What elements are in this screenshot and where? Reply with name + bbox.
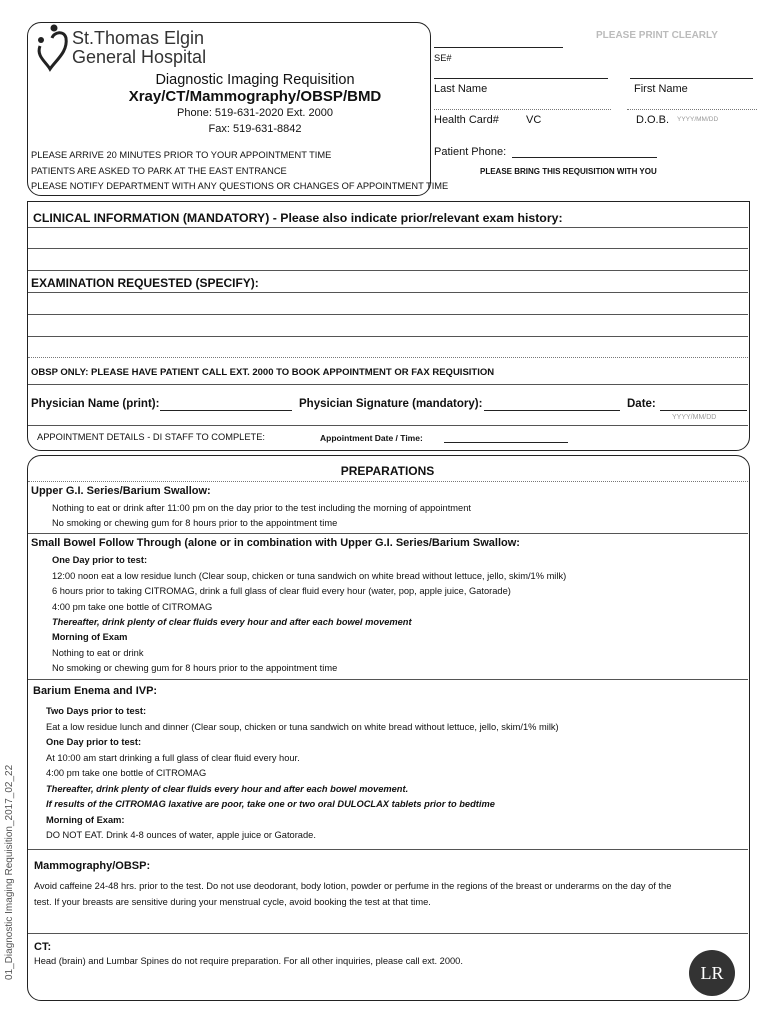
hospital-logo-icon bbox=[34, 24, 70, 72]
prep-line: 6 hours prior to taking CITROMAG, drink a full glass of clear fluid every hour (water, pop, apple juice, Gatorade) bbox=[52, 586, 511, 596]
sbft-title: Small Bowel Follow Through (alone or in combination with Upper G.I. Series/Barium Swallow: bbox=[31, 537, 520, 549]
prep-line: Thereafter, drink plenty of clear fluids every hour and after each bowel movement bbox=[52, 617, 412, 627]
prep-subheading: Two Days prior to test: bbox=[46, 706, 147, 716]
preparations-heading: PREPARATIONS bbox=[340, 464, 435, 478]
last-name-label: Last Name bbox=[434, 83, 488, 95]
patient-phone-input[interactable] bbox=[512, 157, 657, 158]
prep-line: DO NOT EAT. Drink 4-8 ounces of water, apple juice or Gatorade. bbox=[46, 830, 316, 840]
divider bbox=[28, 481, 748, 482]
prep-line: No smoking or chewing gum for 8 hours prior to the appointment time bbox=[52, 663, 338, 673]
divider bbox=[28, 933, 748, 934]
prep-subheading: Morning of Exam: bbox=[46, 815, 125, 825]
prep-line: No smoking or chewing gum for 8 hours prior to the appointment time bbox=[52, 518, 338, 528]
se-label: SE# bbox=[434, 53, 452, 63]
exam-line[interactable] bbox=[28, 357, 748, 358]
form-version-label: 01_Diagnostic Imaging Requisition_2017_02_22 bbox=[4, 764, 15, 980]
ct-title: CT: bbox=[34, 941, 52, 953]
vc-label: VC bbox=[526, 114, 542, 126]
dob-label: D.O.B. bbox=[636, 114, 670, 126]
first-name-label: First Name bbox=[634, 83, 688, 95]
prep-line: At 10:00 am start drinking a full glass of clear fluid every hour. bbox=[46, 753, 300, 763]
dob-input[interactable] bbox=[627, 109, 757, 110]
prep-line: 12:00 noon eat a low residue lunch (Clear soup, chicken or tuna sandwich on white bread without lettuce, jello, skim/1% milk) bbox=[52, 571, 567, 581]
appointment-details-label: APPOINTMENT DETAILS - DI STAFF TO COMPLETE: bbox=[37, 432, 265, 442]
prep-line: Nothing to eat or drink after 11:00 pm on the day prior to the test including the morning of appointment bbox=[52, 503, 471, 513]
prep-line: Eat a low residue lunch and dinner (Clear soup, chicken or tuna sandwich on white bread without lettuce, jello, skim/1% milk) bbox=[46, 722, 559, 732]
date-format: YYYY/MM/DD bbox=[672, 414, 717, 421]
physician-name-label: Physician Name (print): bbox=[31, 398, 160, 410]
prep-subheading: One Day prior to test: bbox=[52, 555, 148, 565]
health-card-input[interactable] bbox=[434, 109, 611, 110]
appointment-date-input[interactable] bbox=[444, 442, 568, 443]
date-label: Date: bbox=[627, 398, 656, 410]
date-input[interactable] bbox=[660, 410, 747, 411]
divider bbox=[28, 425, 748, 426]
print-clearly-label: PLEASE PRINT CLEARLY bbox=[596, 30, 718, 41]
notice: PATIENTS ARE ASKED TO PARK AT THE EAST ENTRANCE bbox=[31, 166, 287, 176]
appointment-date-label: Appointment Date / Time: bbox=[320, 433, 423, 443]
prep-line: 4:00 pm take one bottle of CITROMAG bbox=[52, 602, 213, 612]
ugi-title: Upper G.I. Series/Barium Swallow: bbox=[31, 485, 211, 497]
clinical-box bbox=[27, 201, 750, 451]
be-title: Barium Enema and IVP: bbox=[33, 685, 158, 697]
bring-notice: PLEASE BRING THIS REQUISITION WITH YOU bbox=[480, 167, 657, 176]
physician-name-input[interactable] bbox=[160, 410, 292, 411]
form-subtitle: Xray/CT/Mammography/OBSP/BMD bbox=[128, 88, 382, 105]
clinical-line[interactable] bbox=[28, 227, 748, 228]
exam-line[interactable] bbox=[28, 336, 748, 337]
mammo-title: Mammography/OBSP: bbox=[34, 860, 151, 872]
se-input[interactable] bbox=[434, 47, 563, 48]
prep-line: If results of the CITROMAG laxative are poor, take one or two oral DULOCLAX tablets prior to bedtime bbox=[46, 799, 495, 809]
clinical-line[interactable] bbox=[28, 248, 748, 249]
prep-line: Nothing to eat or drink bbox=[52, 648, 144, 658]
exam-heading: EXAMINATION REQUESTED (SPECIFY): bbox=[31, 276, 259, 290]
divider bbox=[28, 533, 748, 534]
divider bbox=[28, 384, 748, 385]
fax: Fax: 519-631-8842 bbox=[208, 123, 302, 135]
prep-subheading: Morning of Exam bbox=[52, 632, 128, 642]
notice: PLEASE ARRIVE 20 MINUTES PRIOR TO YOUR APPOINTMENT TIME bbox=[31, 150, 332, 160]
prep-subheading: One Day prior to test: bbox=[46, 737, 142, 747]
physician-signature-input[interactable] bbox=[484, 410, 620, 411]
clinical-heading: CLINICAL INFORMATION (MANDATORY) - Please also indicate prior/relevant exam history: bbox=[33, 211, 563, 225]
patient-phone-label: Patient Phone: bbox=[434, 146, 507, 158]
hospital-name: St.Thomas Elgin General Hospital bbox=[72, 28, 207, 67]
divider bbox=[28, 679, 748, 680]
divider bbox=[28, 849, 748, 850]
prep-line: Avoid caffeine 24-48 hrs. prior to the test. Do not use deodorant, body lotion, powder or perfume in the regions of the breast or underarms on the day of the bbox=[34, 881, 672, 891]
phone: Phone: 519-631-2020 Ext. 2000 bbox=[177, 107, 333, 119]
obsp-notice: OBSP ONLY: PLEASE HAVE PATIENT CALL EXT. 2000 TO BOOK APPOINTMENT OR FAX REQUISITION bbox=[31, 367, 495, 378]
prep-line: 4:00 pm take one bottle of CITROMAG bbox=[46, 768, 207, 778]
prep-line: Head (brain) and Lumbar Spines do not require preparation. For all other inquiries, please call ext. 2000. bbox=[34, 956, 463, 966]
lr-badge: LR bbox=[689, 950, 735, 996]
first-name-input[interactable] bbox=[630, 78, 753, 79]
physician-signature-label: Physician Signature (mandatory): bbox=[299, 398, 483, 410]
exam-line[interactable] bbox=[28, 292, 748, 293]
prep-line: Thereafter, drink plenty of clear fluids every hour and after each bowel movement. bbox=[46, 784, 409, 794]
notice: PLEASE NOTIFY DEPARTMENT WITH ANY QUESTIONS OR CHANGES OF APPOINTMENT TIME bbox=[31, 181, 449, 191]
health-card-label: Health Card# bbox=[434, 114, 499, 126]
prep-line: test. If your breasts are sensitive during your menstrual cycle, avoid booking the test at that time. bbox=[34, 897, 431, 907]
clinical-line[interactable] bbox=[28, 270, 748, 271]
last-name-input[interactable] bbox=[434, 78, 608, 79]
exam-line[interactable] bbox=[28, 314, 748, 315]
form-title: Diagnostic Imaging Requisition bbox=[155, 72, 355, 88]
dob-format: YYYY/MM/DD bbox=[677, 116, 719, 123]
